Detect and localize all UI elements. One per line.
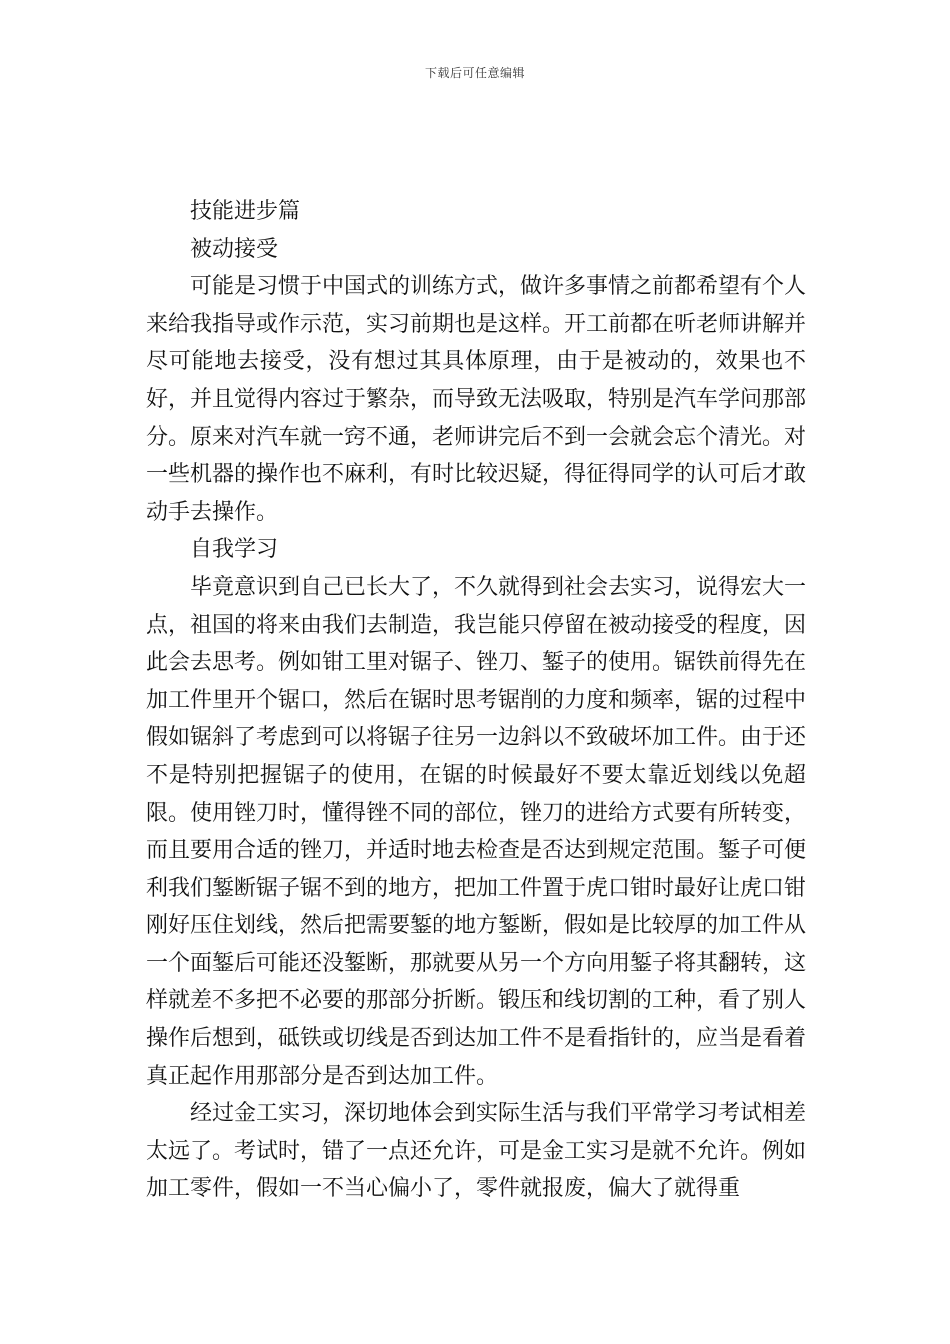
paragraph-self-study: 毕竟意识到自己已长大了，不久就得到社会去实习，说得宏大一点，祖国的将来由我们去制造，我岂能只停留在被动接受的程度，因此会去思考。例如钳工里对锯子、锉刀、錾子的使用。锯铁前得先在加工件里开个锯口，然后在锯时思考锯削的力度和频率，锯的过程中假如锯斜了考虑到可以将锯子往另一边斜以不致破坏加工件。由于还不是特别把握锯子的使用，在锯的时候最好不要太靠近划线以免超限。使用锉刀时，懂得锉不同的部位，锉刀的进给方式要有所转变，而且要用合适的锉刀，并适时地去检查是否达到规定范围。錾子可便利我们錾断锯子锯不到的地方，把加工件置于虎口钳时最好让虎口钳刚好压住划线，然后把需要錾的地方錾断，假如是比较厚的加工件从一个面錾后可能还没錾断，那就要从另一个方向用錾子将其翻转，这样就差不多把不必要的那部分折断。锻压和线切割的工种，看了别人操作后想到，砥铁或切线是否到达加工件不是看指针的，应当是看着真正起作用那部分是否到达加工件。 <box>146 574 807 1089</box>
subsection-title-passive: 被动接受 <box>190 236 279 262</box>
subsection-title-self-study: 自我学习 <box>190 537 279 563</box>
paragraph-passive: 可能是习惯于中国式的训练方式，做许多事情之前都希望有个人来给我指导或作示范，实习前期也是这样。开工前都在听老师讲解并尽可能地去接受，没有想过其具体原理，由于是被动的，效果也不好，并且觉得内容过于繁杂，而导致无法吸取，特别是汽车学问那部分。原来对汽车就一窍不通，老师讲完后不到一会就会忘个清光。对一些机器的操作也不麻利，有时比较迟疑，得征得同学的认可后才敢动手去操作。 <box>146 274 807 525</box>
paragraph-metalwork: 经过金工实习，深切地体会到实际生活与我们平常学习考试相差太远了。考试时，错了一点还允许，可是金工实习是就不允许。例如加工零件，假如一不当心偏小了，零件就报废，偏大了就得重 <box>146 1101 807 1202</box>
document-body <box>146 193 806 1208</box>
page-header-note: 下载后可任意编辑 <box>424 66 525 80</box>
section-title: 技能进步篇 <box>190 199 301 224</box>
